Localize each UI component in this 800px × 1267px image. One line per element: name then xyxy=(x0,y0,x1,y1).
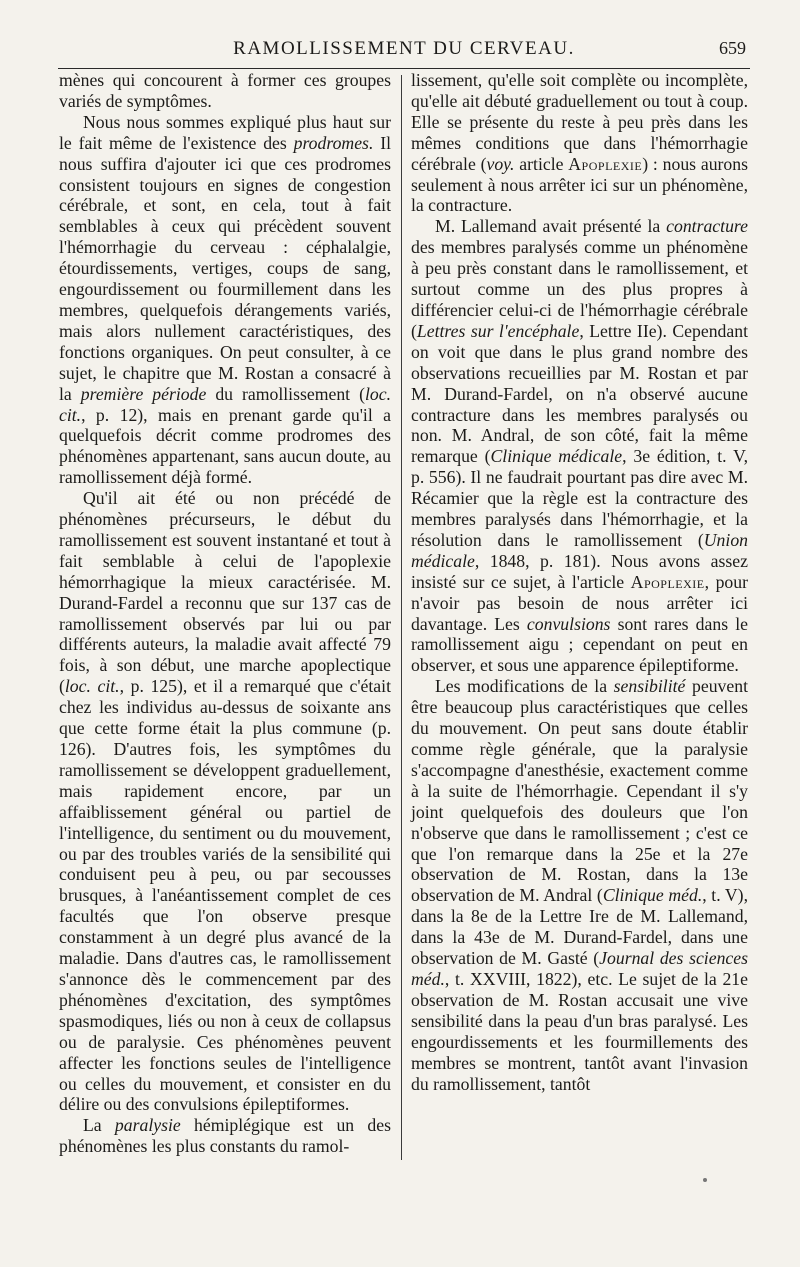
column-divider xyxy=(401,75,402,1160)
paragraph: lissement, qu'elle soit complète ou incomplète, qu'elle ait débuté graduellement ou tout à coup. Elle se présente du reste à peu près dans les mêmes conditions que dans l'hémorrhagie cérébrale (voy. article Apoplexie) : nous aurons seulement à nous arrêter ici sur un phénomène, la contracture. xyxy=(411,70,749,216)
paragraph: Nous nous sommes expliqué plus haut sur le fait même de l'existence des prodromes. Il nous suffira d'ajouter ici que ces prodromes consistent toujours en signes de congestion cérébrale, et sont, en cela, tout à fait semblables à ceux qui précèdent souvent l'hémorrhagie du cerveau : céphalalgie, étourdissements, vertiges, coups de sang, engourdissement ou fourmillement dans les membres, quelquefois dérangements variés, mais alors nullement caractéristiques, des fonctions organiques. On peut consulter, à ce sujet, le chapitre que M. Rostan a consacré à la première période du ramollissement (loc. cit., p. 12), mais en prenant garde qu'il a quelquefois décrit comme prodromes des phénomènes appartenant, sans aucun doute, au ramollissement déjà formé. xyxy=(59,111,391,488)
right-column xyxy=(411,70,748,1094)
ink-speck xyxy=(703,1178,707,1182)
paragraph: Les modifications de la sensibilité peuvent être beaucoup plus caractéristiques que celles du mouvement. On peut sans doute établir comme règle générale, que la paralysie s'accompagne d'anesthésie, exactement comme à la suite de l'hémorrhagie. Cependant il s'y joint quelquefois des douleurs que l'on n'observe que dans le ramollissement ; c'est ce que l'on remarque dans la 25e et la 27e observation de M. Rostan, dans la 13e observation de M. Andral (Clinique méd., t. V), dans la 8e de la Lettre Ire de M. Lallemand, dans la 43e de M. Durand-Fardel, dans une observation de M. Gasté (Journal des sciences méd., t. XXVIII, 1822), etc. Le sujet de la 21e observation de M. Rostan accusait une vive sensibilité dans la peau d'un bras paralysé. Les engourdissements et les fourmillements des membres se montrent, tantôt avant l'invasion du ramollissement, tantôt xyxy=(411,676,748,1094)
paragraph: Qu'il ait été ou non précédé de phénomènes précurseurs, le début du ramollissement est souvent instantané et tout à fait semblable à celui de l'apoplexie hémorrhagique la mieux caractérisée. M. Durand-Fardel a reconnu que sur 137 cas de ramollissement observés par lui ou par différents auteurs, la maladie avait affecté 79 fois, à son début, une marche apoplectique (loc. cit., p. 125), et il a remarqué que c'était chez les individus au-dessus de soixante ans que cette forme était la plus commune (p. 126). D'autres fois, les symptômes du ramollissement se développent graduellement, mais rapidement encore, par un affaiblissement général ou partiel de l'intelligence, du sentiment ou du mouvement, ou par des troubles variés de la sensibilité qui conduisent peu à peu, ou par secousses brusques, à l'anéantissement complet de ces facultés que l'on observe presque constamment à un degré plus avancé de la maladie. Dans d'autres cas, le ramollissement s'annonce dès le commencement par des phénomènes d'excitation, des symptômes spasmodiques, liés ou non à ceux de collapsus ou de paralysie. Ces phénomènes peuvent affecter les fonctions seules de l'intelligence ou celles du mouvement, et consister en du délire ou des convulsions épileptiformes. xyxy=(59,488,391,1115)
paragraph: La paralysie hémiplégique est un des phénomènes les plus constants du ramol- xyxy=(59,1115,391,1157)
paragraph: mènes qui concourent à former ces groupes variés de symptômes. xyxy=(59,70,391,111)
left-column xyxy=(59,70,391,1157)
paragraph: M. Lallemand avait présenté la contracture des membres paralysés comme un phénomène à peu près constant dans le ramollissement, et surtout comme un des plus propres à différencier celui-ci de l'hémorrhagie cérébrale (Lettres sur l'encéphale, Lettre IIe). Cependant on voit que dans le plus grand nombre des observations recueillies par M. Rostan et par M. Durand-Fardel, on n'a observé aucune contracture dans les membres paralysés ou non. M. Andral, de son côté, fait la même remarque (Clinique médicale, 3e édition, t. V, p. 556). Il ne faudrait pourtant pas dire avec M. Récamier que la règle est la contracture des membres paralysés dans l'hémorrhagie, et la résolution dans le ramollissement (Union médicale, 1848, p. 181). Nous avons assez insisté sur ce sujet, à l'article Apoplexie, pour n'avoir pas besoin de nous arrêter ici davantage. Les convulsions sont rares dans le ramollissement aigu ; cependant on peut en observer, et sous une apparence épileptiforme. xyxy=(411,216,748,676)
running-header xyxy=(58,38,750,69)
page-number: 659 xyxy=(719,38,746,58)
running-title: RAMOLLISSEMENT DU CERVEAU. xyxy=(233,38,575,59)
